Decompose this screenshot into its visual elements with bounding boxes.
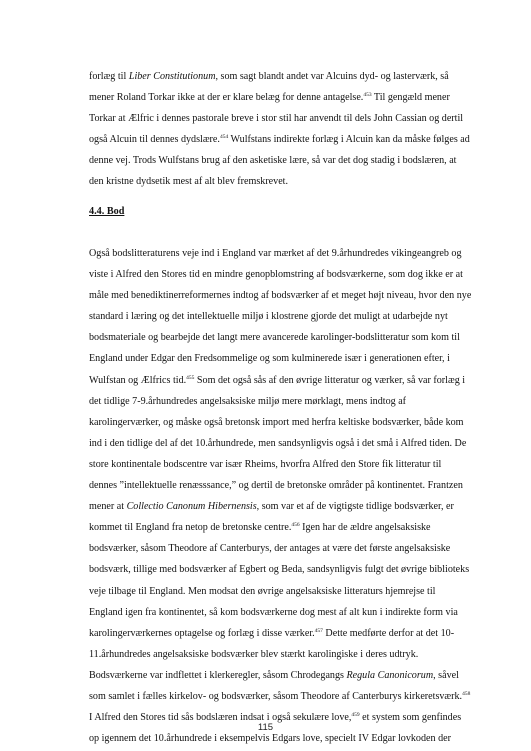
text-run: Bodsværkerne var indflettet i klerkeregler, såsom Chrodegangs bbox=[89, 669, 347, 681]
text-line bbox=[89, 285, 472, 306]
section-heading: 4.4. Bod bbox=[89, 206, 125, 217]
footnote-ref: 454 bbox=[219, 134, 229, 141]
text-run: ind i den tidlige del af det 10.århundrede, men sandsynligvis også i det små i Alfred tiden. De bbox=[89, 437, 467, 449]
italic-title: Collectio Canonum Hibernensis, bbox=[126, 501, 260, 513]
text-run: viste i Alfred den Stores tid en mindre genopblomstring af bodsværkerne, som dog ikke er at bbox=[89, 269, 463, 281]
text-run: , som sagt blandt andet var Alcuins dyd- og lasterværk, så bbox=[215, 71, 449, 82]
text-run: I Alfred den Stores tid sås bodslæren indsat i også sekulære love, bbox=[89, 712, 352, 724]
text-line bbox=[89, 644, 449, 665]
text-line bbox=[89, 391, 449, 412]
text-line bbox=[89, 327, 460, 348]
text-run: som samlet i fælles kirkelov- og bodsværker, såsom Theodore af Canterburys kirkeretsværk. bbox=[89, 690, 463, 702]
text-line bbox=[89, 517, 449, 538]
text-line bbox=[89, 602, 458, 623]
page-number: 115 bbox=[257, 722, 274, 733]
text-line bbox=[89, 686, 471, 707]
text-run: dennes ”intellektuelle renæsssance,” og dertil de bretonske områder på kontinentet. Frantzen bbox=[89, 480, 463, 492]
text-line bbox=[89, 454, 449, 475]
footnote-ref: 453 bbox=[363, 92, 372, 99]
text-run: Som det også sås af den øvrige litteratur og værker, så var forlæg i bbox=[194, 374, 466, 386]
text-run: Også bodslitteraturens veje ind i England var mærket af det 9.århundredes vikingeangreb og bbox=[89, 248, 462, 259]
text-line bbox=[89, 171, 449, 192]
text-run: den kristne dydsetik mest af alt blev fremskrevet. bbox=[89, 176, 289, 188]
footnote-ref: 458 bbox=[462, 690, 471, 697]
text-run: et system som genfindes bbox=[359, 712, 462, 724]
footnote-ref: 457 bbox=[314, 627, 323, 634]
text-run: også Alcuin til dennes dydslære. bbox=[89, 134, 220, 146]
text-run: denne vej. Trods Wulfstans brug af den asketiske lære, så var det dog stadig i bodslæren, at bbox=[89, 155, 457, 167]
text-line bbox=[89, 665, 459, 686]
paragraph-2 bbox=[89, 243, 472, 749]
text-run: Wulfstan og Ælfrics tid. bbox=[89, 374, 187, 386]
text-run: det tidlige 7-9.århundredes angelsaksiske miljø mere mørklagt, mens indtog af bbox=[89, 395, 407, 407]
text-run: veje tilbage til England. Men modsat den øvrige angelsaksiske litteraturs hjemrejse til bbox=[89, 585, 436, 597]
italic-title: Liber Constitutionum bbox=[128, 71, 216, 82]
text-run: standard i læring og det intellektuelle miljø i klostrene gjorde det muligt at udarbejde nyt bbox=[89, 311, 448, 323]
text-run: Til gengæld mener bbox=[371, 92, 450, 104]
text-run: kommet til England fra netop de bretonske centre. bbox=[89, 522, 292, 534]
text-run: op igennem det 10.århundrede i eksempelvis Edgars love, specielt IV Edgar lovkoden der bbox=[89, 733, 451, 745]
text-line bbox=[89, 496, 454, 517]
text-run: England igen fra kontinentet, så kom bodsværkerne dog mest af alt kun i indirekte form via bbox=[89, 606, 458, 618]
text-run: måle med benediktinerreformernes indtog af bodsværker af et meget højt niveau, hvor den nye bbox=[89, 290, 472, 302]
text-line bbox=[89, 129, 470, 150]
text-run: Dette medførte derfor at det 10- bbox=[322, 627, 455, 639]
text-line bbox=[89, 623, 455, 644]
text-run: bodsværker, såsom Theodore af Canterburys, der antages at være det første angelsaksiske bbox=[89, 543, 451, 555]
text-run: som var et af de vigtigste tidlige bodsværker, er bbox=[259, 501, 454, 513]
text-run: Wulfstans indirekte forlæg i Alcuin kan da måske følges ad bbox=[228, 134, 470, 146]
text-run: Torkar at Ælfric i dennes pastorale breve i stor stil har anvendt til dels John Cassian og dertil bbox=[89, 113, 464, 125]
text-line bbox=[89, 581, 449, 602]
text-line bbox=[89, 108, 464, 129]
text-run: bodsmateriale og bearbejde det langt mere avancerede karolinger-bodslitteratur som kom til bbox=[89, 332, 460, 344]
footnote-ref: 455 bbox=[186, 374, 195, 381]
text-line bbox=[89, 559, 470, 580]
text-run: karolingerværker, og måske også bretonsk import med herfra keltiske bodsværker, både kom bbox=[89, 416, 464, 428]
text-run: , såvel bbox=[433, 669, 459, 681]
text-line bbox=[89, 243, 462, 264]
text-run: England under Edgar den Fredsommelige og som kulminerede især i generationen efter, i bbox=[89, 353, 450, 365]
italic-title: Regula Canonicorum bbox=[346, 669, 434, 681]
footnote-ref: 456 bbox=[291, 522, 300, 529]
text-run: mener at bbox=[89, 501, 127, 513]
text-line bbox=[89, 412, 464, 433]
text-line bbox=[89, 433, 467, 454]
text-line bbox=[89, 538, 449, 559]
text-run: forlæg til bbox=[89, 71, 129, 82]
text-run: bodsværk, tillige med bodsværker af Egbert og Beda, sandsynligvis fulgt det øvrige biblioteks bbox=[89, 564, 470, 576]
footnote-ref: 459 bbox=[351, 712, 360, 719]
text-run: store kontinentale bodscentre var især Rheims, hvorfra Alfred den Store fik litteratur til bbox=[89, 458, 442, 470]
text-line bbox=[89, 475, 463, 496]
text-line bbox=[89, 306, 449, 327]
paragraph-1 bbox=[89, 66, 470, 193]
text-line bbox=[89, 87, 449, 108]
text-line bbox=[89, 348, 449, 369]
text-run: 11.århundredes angelsaksiske bodsværker blev stærkt karolingiske i deres udtryk. bbox=[89, 648, 419, 660]
text-line bbox=[89, 66, 449, 87]
text-line bbox=[89, 370, 466, 391]
text-run: Igen har de ældre angelsaksiske bbox=[299, 522, 431, 534]
text-run: karolingerværkernes optagelse og forlæg i disse værker. bbox=[89, 627, 315, 639]
text-line bbox=[89, 264, 463, 285]
text-line bbox=[89, 150, 457, 171]
text-run: mener Roland Torkar ikke at der er klare belæg for denne antagelse. bbox=[89, 92, 364, 104]
